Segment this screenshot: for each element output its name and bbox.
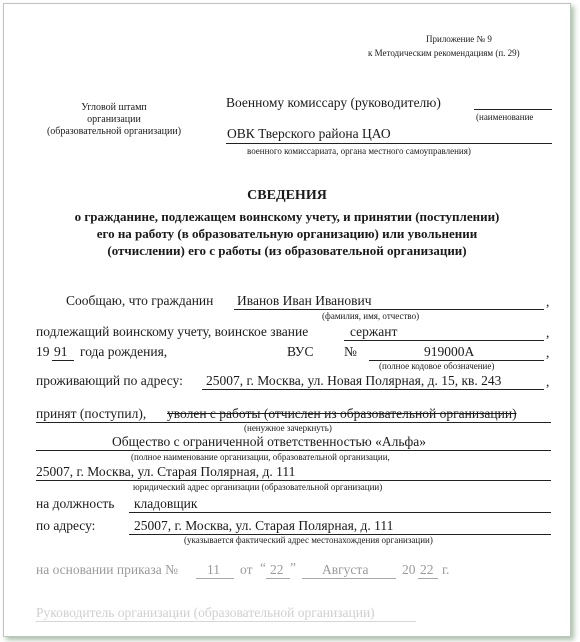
birth-year-suffix: года рождения, <box>80 344 168 359</box>
order-day-line <box>266 578 290 579</box>
citizen-comma: , <box>546 294 550 309</box>
work-address-prefix: по адресу: <box>36 518 96 533</box>
org-full-name-caption: (полное наименование организации, образовательной организации, <box>131 452 390 462</box>
birth-year-prefix: 19 <box>36 344 50 359</box>
address-comma: , <box>546 374 550 389</box>
stamp-line-1: Угловой штамп <box>81 102 147 113</box>
rank-prefix: подлежащий воинскому учету, воинское звание <box>36 324 309 339</box>
title-line-3: (отчислении) его с работы (из образовательной организации) <box>107 243 467 258</box>
recipient-name-line <box>474 109 552 110</box>
work-address-caption: (указывается фактический адрес местонахождения организации) <box>184 535 433 545</box>
recipient-org-caption: военного комиссариата, органа местного самоуправления) <box>247 146 471 156</box>
org-full-name-line <box>36 450 551 451</box>
order-month: Августа <box>322 562 369 577</box>
fired-text-struck: уволен с работы (отчислен из образовательной организации) <box>167 406 517 421</box>
org-legal-address-caption: юридический адрес организации (образовательной организации) <box>133 482 383 492</box>
order-year-suffix: г. <box>442 562 450 577</box>
order-year-line <box>418 578 438 579</box>
order-number: 11 <box>207 562 220 577</box>
address-line <box>202 389 544 390</box>
appendix-number: Приложение № 9 <box>426 34 492 44</box>
org-legal-address: 25007, г. Москва, ул. Старая Полярная, д. 111 <box>36 464 296 479</box>
stamp-line-2: организации <box>87 114 141 125</box>
order-quote-close: ” <box>290 560 296 575</box>
org-legal-address-line <box>36 480 551 481</box>
document-page <box>3 3 571 637</box>
order-prefix: на основании приказа № <box>36 562 179 577</box>
position-value: кладовщик <box>134 496 198 511</box>
rank-comma: , <box>546 325 550 340</box>
vus-comma: , <box>546 345 550 360</box>
stamp-line-3: (образовательной организации) <box>46 126 182 137</box>
head-label: Руководитель организации (образовательной организации) <box>36 605 375 620</box>
order-day: 22 <box>270 562 284 577</box>
citizen-name: Иванов Иван Иванович <box>237 293 372 308</box>
title-line-1: о гражданине, подлежащем воинскому учету, и принятии (поступлении) <box>74 209 500 224</box>
citizen-name-line <box>234 309 544 310</box>
hired-text: принят (поступил), <box>36 406 147 421</box>
recipient-label: Военному комиссару (руководителю) <box>226 95 441 110</box>
appendix-reference: к Методическим рекомендациям (п. 29) <box>368 48 520 58</box>
address-prefix: проживающий по адресу: <box>36 373 183 388</box>
position-prefix: на должность <box>36 496 115 511</box>
recipient-org-line <box>226 143 552 144</box>
order-number-line <box>196 578 234 579</box>
citizen-caption: (фамилия, имя, отчество) <box>322 311 420 321</box>
address-value: 25007, г. Москва, ул. Новая Полярная, д. 15, кв. 243 <box>206 373 502 388</box>
rank-line <box>344 340 544 341</box>
report-prefix: Сообщаю, что гражданин <box>66 293 214 308</box>
order-year: 22 <box>420 562 434 577</box>
work-address-value: 25007, г. Москва, ул. Старая Полярная, д. 111 <box>134 518 394 533</box>
order-from: от <box>240 562 253 577</box>
order-quote-open: “ <box>260 560 266 575</box>
title-line-2: его на работу (в образовательную организацию) или увольнении <box>96 226 478 241</box>
vus-label: ВУС <box>287 344 314 359</box>
order-month-line <box>302 578 396 579</box>
rank-value: сержант <box>350 324 398 339</box>
recipient-name-caption: (наименование <box>476 112 534 122</box>
order-year-prefix: 20 <box>402 562 416 577</box>
hired-caption: (ненужное зачеркнуть) <box>244 423 332 433</box>
head-line <box>36 621 416 622</box>
vus-value: 919000А <box>424 344 475 359</box>
vus-caption: (полное кодовое обозначение) <box>379 361 495 371</box>
recipient-org-value: ОВК Тверского района ЦАО <box>227 126 391 141</box>
birth-year-value: 91 <box>54 344 68 359</box>
document-title: СВЕДЕНИЯ <box>247 188 327 203</box>
org-full-name: Общество с ограниченной ответственностью «Альфа» <box>112 434 426 449</box>
birth-year-line <box>52 360 74 361</box>
vus-number-sign: № <box>344 344 357 359</box>
position-line <box>129 512 551 513</box>
